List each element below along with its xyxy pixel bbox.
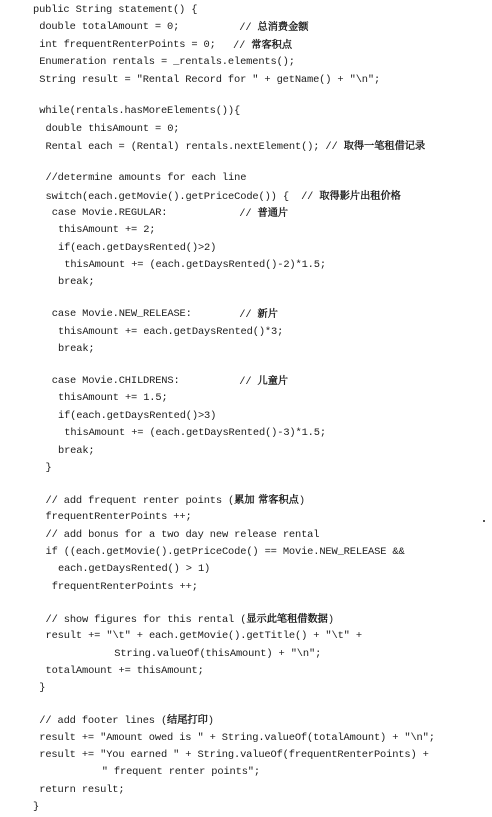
code-text: } [33, 801, 40, 814]
blank-line [0, 89, 492, 104]
code-line [0, 579, 492, 596]
code-text: } [45, 461, 52, 474]
code-text: // add frequent renter points ( [45, 494, 235, 507]
code-line [0, 222, 492, 239]
code-line [0, 764, 492, 781]
code-line [0, 680, 492, 697]
code-text: public String statement() { [33, 4, 198, 16]
code-line [0, 19, 492, 36]
code-line [0, 390, 492, 407]
chinese-comment: 新片 [257, 309, 278, 321]
code-listing [0, 2, 492, 817]
code-line [0, 205, 492, 222]
code-text: each.getDaysRented() > 1) [58, 563, 211, 576]
code-text: // add bonus for a two day new release rental [45, 528, 320, 541]
code-text: String result = "Rental Record for " + getName() + "\n"; [39, 73, 381, 86]
chinese-comment: 常客积点 [251, 39, 293, 51]
code-line [0, 527, 492, 544]
code-line [0, 138, 492, 155]
blank-line [0, 698, 492, 713]
code-line [0, 2, 492, 19]
code-text: case Movie.NEW_RELEASE: [51, 308, 192, 321]
code-text: } [39, 682, 46, 695]
code-text: break; [58, 444, 95, 457]
chinese-comment: 总消费金额 [257, 22, 309, 34]
code-text: result += "\t" + each.getMovie().getTitle() + "\t" + [45, 630, 362, 643]
code-line [0, 324, 492, 341]
code-text: String.valueOf(thisAmount) + "\n"; [114, 647, 322, 660]
chinese-comment: 取得影片出租价格 [319, 190, 401, 202]
blank-line [0, 156, 492, 171]
blank-line [0, 359, 492, 374]
code-line [0, 188, 492, 205]
code-line [0, 443, 492, 460]
code-line [0, 492, 492, 509]
code-text: case Movie.CHILDRENS: [51, 375, 180, 388]
code-line [0, 730, 492, 747]
comment-marker: // 儿童片 [239, 376, 289, 389]
code-text: thisAmount += each.getDaysRented()*3; [58, 325, 284, 338]
code-line [0, 103, 492, 120]
code-line [0, 306, 492, 323]
code-text: //determine amounts for each line [45, 172, 247, 185]
chinese-comment: 累加 常客积点 [234, 494, 299, 506]
code-text: switch(each.getMovie().getPriceCode()) { // [45, 190, 320, 203]
code-line [0, 628, 492, 645]
code-text: result += "You earned " + String.valueOf(frequentRenterPoints) + [39, 748, 429, 761]
code-text: return result; [39, 783, 125, 796]
comment-marker: // 常客积点 [233, 39, 293, 52]
chinese-comment: 显示此笔租借数据 [246, 613, 328, 625]
code-text-suffix: ) [327, 613, 334, 626]
code-text: thisAmount += (each.getDaysRented()-3)*1.5; [64, 427, 326, 440]
code-text: totalAmount += thisAmount; [45, 664, 204, 677]
code-text-suffix: ) [298, 494, 305, 507]
code-text: double thisAmount = 0; [45, 122, 180, 135]
code-text: while(rentals.hasMoreElements()){ [39, 105, 241, 118]
code-line [0, 509, 492, 526]
code-text: break; [58, 276, 95, 289]
chinese-comment: 普通片 [257, 207, 289, 219]
code-line [0, 782, 492, 799]
code-line [0, 240, 492, 257]
code-text: break; [58, 343, 95, 356]
code-line [0, 799, 492, 816]
code-text: frequentRenterPoints ++; [45, 511, 192, 524]
code-text-suffix: ) [207, 715, 214, 728]
code-text: thisAmount += (each.getDaysRented()-2)*1.5; [64, 259, 326, 272]
comment-marker: // 总消费金额 [239, 22, 309, 35]
blank-line [0, 292, 492, 307]
code-line [0, 561, 492, 578]
code-line [0, 373, 492, 390]
chinese-comment: 结尾打印 [167, 715, 208, 727]
code-line [0, 544, 492, 561]
code-line [0, 408, 492, 425]
code-text: if ((each.getMovie().getPriceCode() == Movie.NEW_RELEASE && [45, 546, 405, 559]
code-line [0, 425, 492, 442]
code-line [0, 37, 492, 54]
code-text: if(each.getDaysRented()>3) [58, 409, 217, 422]
code-line [0, 257, 492, 274]
code-text: int frequentRenterPoints = 0; [39, 38, 216, 51]
code-text: thisAmount += 1.5; [58, 392, 168, 405]
blank-line [0, 477, 492, 492]
blank-line [0, 596, 492, 611]
code-text: // add footer lines ( [39, 715, 168, 728]
code-line [0, 121, 492, 138]
code-line [0, 341, 492, 358]
code-line [0, 460, 492, 477]
code-line [0, 747, 492, 764]
code-text: if(each.getDaysRented()>2) [58, 241, 217, 254]
code-line [0, 646, 492, 663]
code-text: Rental each = (Rental) rentals.nextElement(); // [45, 141, 344, 154]
code-line [0, 170, 492, 187]
code-line [0, 712, 492, 729]
code-text: frequentRenterPoints ++; [51, 580, 198, 593]
chinese-comment: 取得一笔租借记录 [343, 141, 426, 153]
code-line [0, 663, 492, 680]
code-text: double totalAmount = 0; [39, 21, 180, 34]
code-line [0, 72, 492, 89]
code-line [0, 274, 492, 291]
code-text: // show figures for this rental ( [45, 613, 247, 626]
margin-mark [483, 520, 485, 522]
code-text: Enumeration rentals = _rentals.elements(); [39, 56, 295, 69]
code-line [0, 611, 492, 628]
comment-marker: // 普通片 [239, 207, 289, 220]
code-text: thisAmount += 2; [58, 224, 156, 237]
comment-marker: // 新片 [239, 309, 278, 322]
chinese-comment: 儿童片 [257, 376, 289, 388]
code-text: case Movie.REGULAR: [51, 206, 168, 219]
code-text: " frequent renter points"; [101, 766, 260, 779]
code-text: result += "Amount owed is " + String.valueOf(totalAmount) + "\n"; [39, 731, 435, 744]
code-line [0, 54, 492, 71]
